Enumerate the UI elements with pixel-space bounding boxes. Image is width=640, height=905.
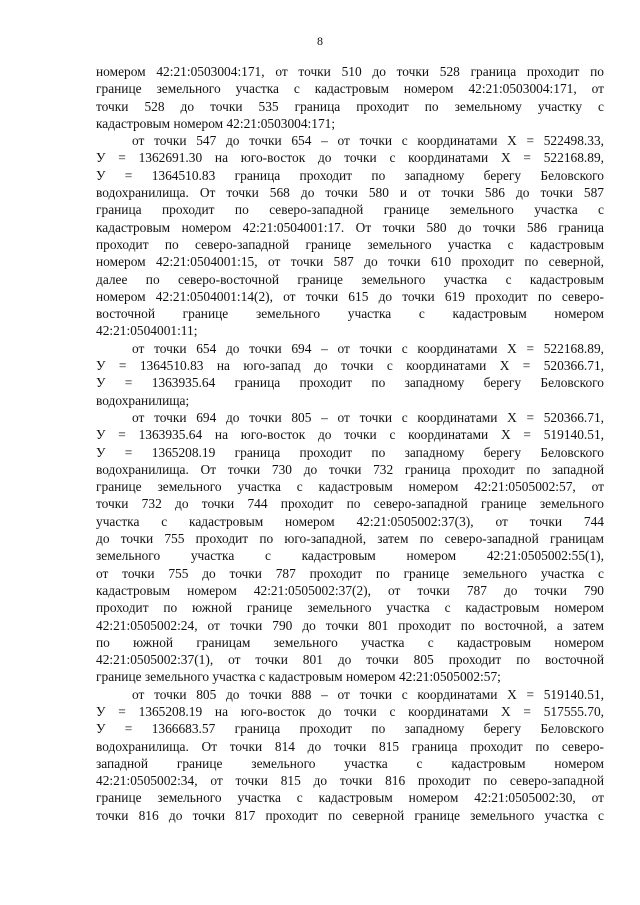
- text-line: от точки 755 до точки 787 проходит по границе земельного участка с: [96, 565, 604, 581]
- text-line: восточной границе земельного участка с кадастровым номером: [96, 306, 604, 322]
- paragraph: [96, 132, 604, 340]
- text-line: водохранилища. От точки 730 до точки 732 граница проходит по западной: [96, 461, 604, 477]
- text-line: границе земельного участка с кадастровым номером 42:21:0505002:30, от: [96, 790, 604, 806]
- text-line: кадастровым номером 42:21:0503004:171;: [96, 115, 336, 131]
- text-line: номером 42:21:0504001:15, от точки 587 до точки 610 проходит по северной,: [96, 254, 604, 270]
- text-line: участка с кадастровым номером 42:21:0505002:37(3), от точки 744: [96, 513, 604, 529]
- text-line: от точки 547 до точки 654 – от точки с координатами Х = 522498.33,: [132, 133, 604, 149]
- text-line: кадастровым номером 42:21:0505002:37(2), от точки 787 до точки 790: [96, 582, 604, 598]
- text-line: далее по северо-восточной границе земельного участка с кадастровым: [96, 271, 604, 287]
- page-number: 8: [317, 34, 323, 48]
- text-line: точки 816 до точки 817 проходит по северной границе земельного участка с: [96, 807, 604, 823]
- text-line: границе земельного участка с кадастровым номером 42:21:0505002:57, от: [96, 479, 604, 495]
- text-line: западной границе земельного участка с кадастровым номером: [96, 755, 604, 771]
- text-line: проходит по северо-западной границе земельного участка с кадастровым: [96, 236, 604, 252]
- text-line: У = 1362691.30 на юго-восток до точки с координатами Х = 522168.89,: [96, 150, 604, 166]
- text-line: У = 1363935.64 на юго-восток до точки с координатами Х = 519140.51,: [96, 427, 604, 443]
- text-line: водохранилища. От точки 814 до точки 815 граница проходит по северо-: [96, 738, 604, 754]
- text-line: У = 1364510.83 граница проходит по западному берегу Беловского: [96, 167, 604, 183]
- paragraph: [96, 340, 604, 409]
- text-line: 42:21:0505002:37(1), от точки 801 до точки 805 проходит по восточной: [96, 652, 604, 668]
- document-body: [96, 63, 604, 824]
- text-line: номером 42:21:0503004:171, от точки 510 до точки 528 граница проходит по: [96, 64, 604, 79]
- text-line: от точки 805 до точки 888 – от точки с координатами Х = 519140.51,: [132, 686, 604, 702]
- text-line: 42:21:0505002:24, от точки 790 до точки 801 проходит по восточной, а затем: [96, 617, 604, 633]
- text-line: У = 1365208.19 на юго-восток до точки с координатами Х = 517555.70,: [96, 703, 604, 719]
- text-line: границе земельного участка с кадастровым номером 42:21:0503004:171, от: [96, 81, 604, 97]
- text-line: водохранилища. От точки 568 до точки 580 и от точки 586 до точки 587: [96, 185, 604, 201]
- paragraph: [96, 63, 604, 132]
- text-line: точки 732 до точки 744 проходит по северо-западной границе земельного: [96, 496, 604, 512]
- text-line: земельного участка с кадастровым номером 42:21:0505002:55(1),: [96, 548, 604, 564]
- text-line: водохранилища;: [96, 392, 190, 408]
- text-line: граница проходит по северо-западной границе земельного участка с: [96, 202, 604, 218]
- text-line: 42:21:0504001:11;: [96, 323, 198, 339]
- text-line: проходит по южной границе земельного участка с кадастровым номером: [96, 600, 604, 616]
- text-line: У = 1365208.19 граница проходит по западному берегу Беловского: [96, 444, 604, 460]
- text-line: от точки 694 до точки 805 – от точки с координатами Х = 520366.71,: [132, 409, 604, 425]
- text-line: точки 528 до точки 535 граница проходит по земельному участку с: [96, 98, 604, 114]
- text-line: У = 1364510.83 на юго-запад до точки с координатами Х = 520366.71,: [96, 358, 604, 374]
- paragraph: [96, 409, 604, 686]
- text-line: от точки 654 до точки 694 – от точки с координатами Х = 522168.89,: [132, 340, 604, 356]
- text-line: по южной границам земельного участка с кадастровым номером: [96, 634, 604, 650]
- text-line: У = 1363935.64 граница проходит по западному берегу Беловского: [96, 375, 604, 391]
- text-line: кадастровым номером 42:21:0504001:17. От точки 580 до точки 586 граница: [96, 219, 604, 235]
- text-line: номером 42:21:0504001:14(2), от точки 615 до точки 619 проходит по северо-: [96, 288, 604, 304]
- text-line: до точки 755 проходит по юго-западной, затем по северо-западной границам: [96, 531, 604, 547]
- text-line: границе земельного участка с кадастровым номером 42:21:0505002:57;: [96, 669, 501, 685]
- text-line: 42:21:0505002:34, от точки 815 до точки 816 проходит по северо-западной: [96, 773, 604, 789]
- paragraph: [96, 686, 604, 824]
- text-line: У = 1366683.57 граница проходит по западному берегу Беловского: [96, 721, 604, 737]
